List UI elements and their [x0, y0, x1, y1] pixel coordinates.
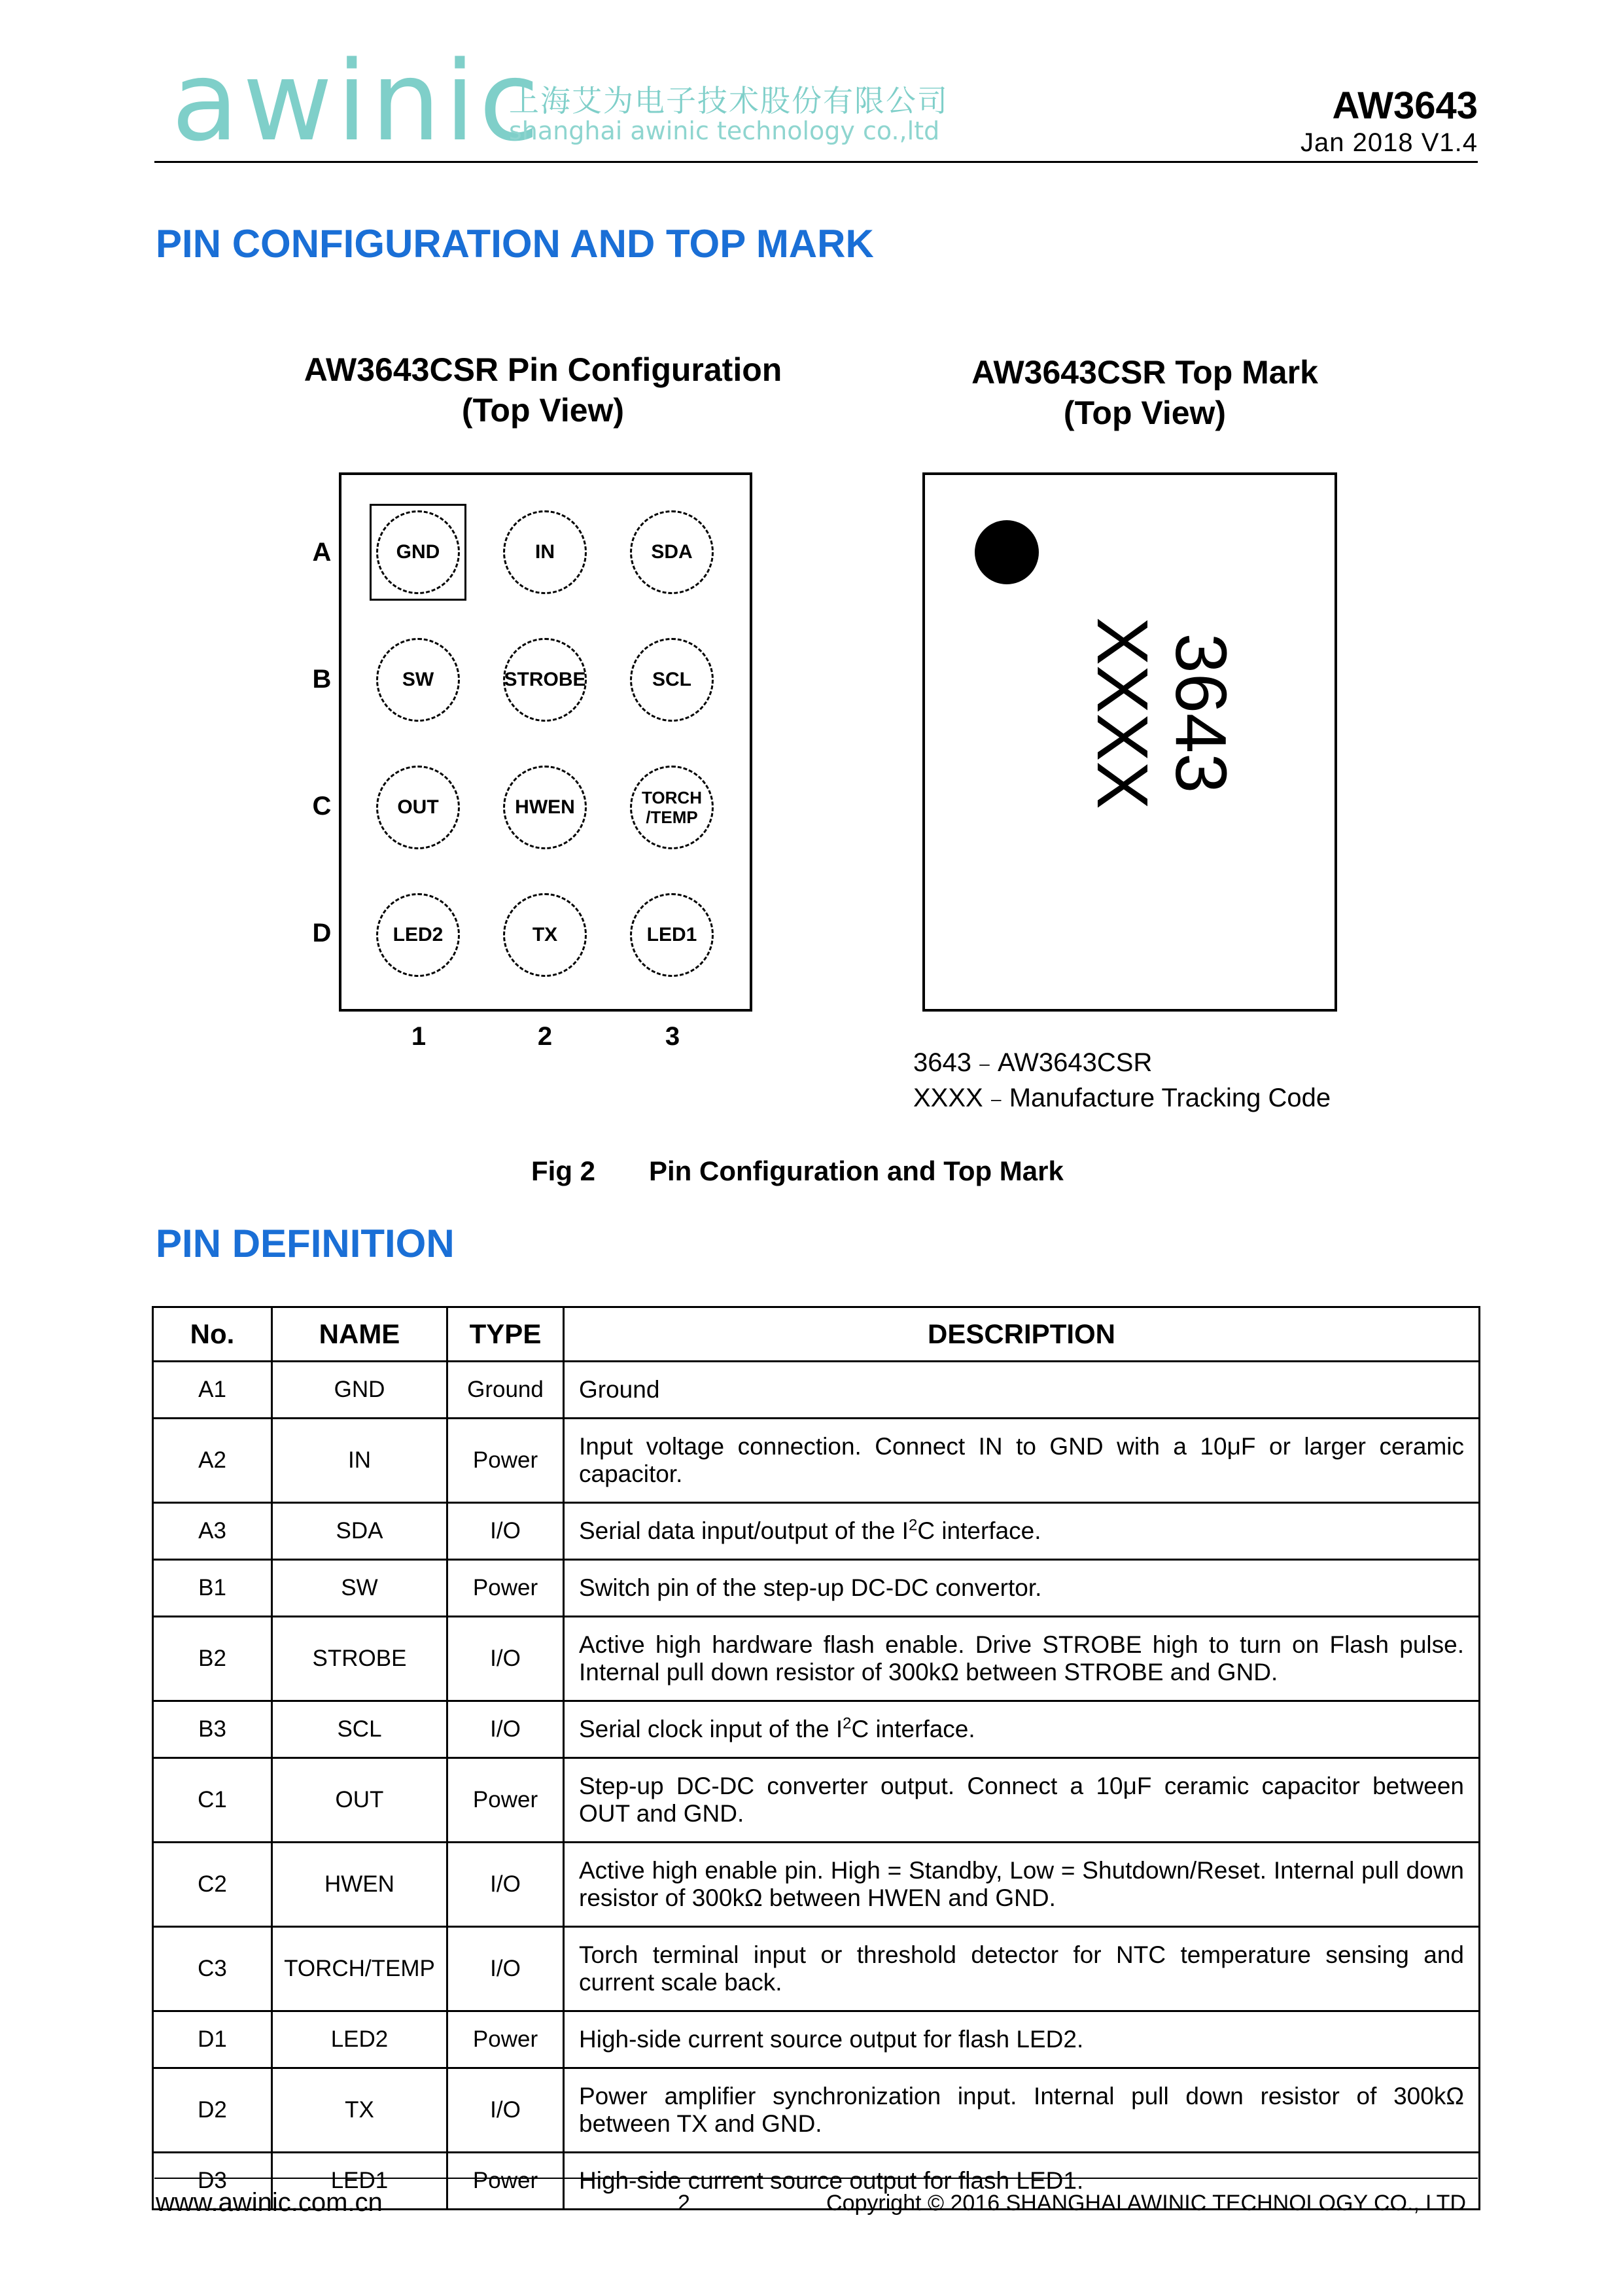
pin-configuration-heading: PIN CONFIGURATION AND TOP MARK [156, 222, 874, 266]
pin-description: Input voltage connection. Connect IN to GND with a 10μF or larger ceramic capacitor. [564, 1419, 1480, 1503]
pin-name: SCL [272, 1701, 447, 1758]
pin-c2-label: HWEN [515, 796, 575, 818]
company-name-english: shanghai awinic technology co.,ltd [509, 116, 940, 145]
table-row [153, 1503, 1480, 1560]
figure-number: Fig 2 [531, 1156, 596, 1186]
top-mark-legend-tracking: XXXX﹣Manufacture Tracking Code [913, 1084, 1331, 1112]
pin-b1 [376, 638, 460, 722]
pin-no: C3 [153, 1927, 272, 2011]
top-mark-text [1070, 617, 1253, 809]
pin-no: B3 [153, 1701, 272, 1758]
pin-configuration-title-line2: (Top View) [461, 392, 625, 429]
pin-type: Power [447, 2011, 564, 2068]
desc-text: Serial clock input of the I [579, 1716, 843, 1742]
pin-name: LED1 [272, 2153, 447, 2210]
pin-type: I/O [447, 1503, 564, 1560]
pin-name: STROBE [272, 1617, 447, 1701]
pin-no: D1 [153, 2011, 272, 2068]
desc-text: C interface. [851, 1716, 975, 1742]
table-row [153, 1560, 1480, 1617]
pin-description [564, 1701, 1480, 1758]
table-row [153, 1843, 1480, 1927]
company-name-chinese: 上海艾为电子技术股份有限公司 [509, 83, 949, 118]
table-header-row [153, 1307, 1480, 1362]
pin-description: Switch pin of the step-up DC-DC convertor. [564, 1560, 1480, 1617]
pin-description [564, 1503, 1480, 1560]
row-label-c: C [312, 792, 332, 821]
footer-website-link[interactable]: www.awinic.com.cn [156, 2188, 383, 2217]
pin-a2-label: IN [535, 541, 555, 563]
desc-text: Serial data input/output of the I [579, 1517, 909, 1544]
pin-type: Power [447, 1419, 564, 1503]
figure-caption [531, 1156, 1064, 1187]
pin-c3-label-line1: TORCH [642, 788, 702, 807]
header-no: No. [153, 1307, 272, 1362]
pin-type: I/O [447, 2068, 564, 2153]
pin-type: Power [447, 2153, 564, 2210]
pin-description: Step-up DC-DC converter output. Connect a 10μF ceramic capacitor between OUT and GND. [564, 1758, 1480, 1843]
figure-caption-text: Pin Configuration and Top Mark [649, 1156, 1064, 1186]
pin-name: SDA [272, 1503, 447, 1560]
footer-copyright: Copyright © 2016 SHANGHAI AWINIC TECHNOLOGY CO., LTD [826, 2191, 1466, 2216]
pin-no: B1 [153, 1560, 272, 1617]
pin1-dot-marker [975, 520, 1039, 584]
pin-a3-label: SDA [651, 541, 693, 563]
pin-no: D2 [153, 2068, 272, 2153]
pin-a2 [503, 510, 587, 594]
pin-description: High-side current source output for flash LED1. [564, 2153, 1480, 2210]
row-label-a: A [312, 538, 332, 567]
pin-type: I/O [447, 1843, 564, 1927]
awinic-logo: awinic [171, 37, 544, 166]
pin-b3-label: SCL [652, 669, 691, 690]
pin-d3 [630, 893, 714, 977]
pin-c3-label-line2: /TEMP [646, 807, 698, 827]
pin-configuration-title [281, 349, 805, 431]
pin-configuration-title-line1: AW3643CSR Pin Configuration [304, 351, 782, 388]
pin-type: I/O [447, 1701, 564, 1758]
pin-c2 [503, 766, 587, 849]
table-row [153, 1362, 1480, 1419]
pin-description: Active high enable pin. High = Standby, Low = Shutdown/Reset. Internal pull down resistor of 300kΩ between HWEN and GND. [564, 1843, 1480, 1927]
header-name: NAME [272, 1307, 447, 1362]
table-row [153, 1701, 1480, 1758]
desc-text: C interface. [917, 1517, 1041, 1544]
header-divider [154, 161, 1478, 163]
pin-name: LED2 [272, 2011, 447, 2068]
desc-superscript: 2 [843, 1714, 852, 1733]
pin-type: Ground [447, 1362, 564, 1419]
header-description: DESCRIPTION [564, 1307, 1480, 1362]
pin-b3 [630, 638, 714, 722]
part-number: AW3643 [1332, 84, 1478, 127]
pin-b2-label: STROBE [504, 669, 586, 690]
pin-d1 [376, 893, 460, 977]
table-row [153, 1927, 1480, 2011]
table-row [153, 2011, 1480, 2068]
row-label-d: D [312, 919, 332, 947]
pin-b1-label: SW [402, 669, 434, 690]
pin-no: C2 [153, 1843, 272, 1927]
pin-name: TX [272, 2068, 447, 2153]
table-row [153, 1617, 1480, 1701]
top-mark-title-line1: AW3643CSR Top Mark [971, 354, 1318, 391]
pin-c1-label: OUT [397, 796, 439, 818]
document-date-version: Jan 2018 V1.4 [1300, 128, 1478, 157]
pin-d2 [503, 893, 587, 977]
pin-a1 [376, 510, 460, 594]
pin-d2-label: TX [532, 924, 558, 945]
pin-description: High-side current source output for flash LED2. [564, 2011, 1480, 2068]
row-label-b: B [312, 665, 332, 694]
pin-name: HWEN [272, 1843, 447, 1927]
desc-superscript: 2 [908, 1516, 918, 1534]
pin-no: A1 [153, 1362, 272, 1419]
pin-no: D3 [153, 2153, 272, 2210]
column-label-2: 2 [537, 1022, 553, 1051]
pin-description: Power amplifier synchronization input. Internal pull down resistor of 300kΩ between TX and GND. [564, 2068, 1480, 2153]
pin-type: I/O [447, 1617, 564, 1701]
pin-no: A3 [153, 1503, 272, 1560]
pin-description: Ground [564, 1362, 1480, 1419]
pin-b2 [503, 638, 587, 722]
pin-type: I/O [447, 1927, 564, 2011]
pin-c1 [376, 766, 460, 849]
pin-type: Power [447, 1560, 564, 1617]
pin-name: OUT [272, 1758, 447, 1843]
column-label-1: 1 [411, 1022, 427, 1051]
top-mark-title [883, 352, 1406, 433]
pin-definition-table [152, 1306, 1480, 2210]
column-label-3: 3 [665, 1022, 680, 1051]
footer-divider [154, 2178, 1478, 2179]
top-mark-line2: XXXX [1082, 617, 1162, 809]
pin-type: Power [447, 1758, 564, 1843]
pin-name: TORCH/TEMP [272, 1927, 447, 2011]
header-type: TYPE [447, 1307, 564, 1362]
pin-d3-label: LED1 [646, 924, 697, 945]
pin-name: GND [272, 1362, 447, 1419]
top-mark-line1: 3643 [1161, 633, 1241, 794]
table-row [153, 1758, 1480, 1843]
pin-name: IN [272, 1419, 447, 1503]
pin-a1-label: GND [396, 541, 440, 563]
pin-c3 [630, 766, 714, 849]
pin-name: SW [272, 1560, 447, 1617]
pin-no: A2 [153, 1419, 272, 1503]
top-mark-legend-part: 3643﹣AW3643CSR [913, 1048, 1153, 1077]
pin-no: C1 [153, 1758, 272, 1843]
pin-definition-heading: PIN DEFINITION [156, 1222, 455, 1265]
pin-a3 [630, 510, 714, 594]
pin-description: Torch terminal input or threshold detector for NTC temperature sensing and current scale back. [564, 1927, 1480, 2011]
top-mark-title-line2: (Top View) [1063, 395, 1227, 431]
page-number: 2 [678, 2191, 690, 2216]
pin-no: B2 [153, 1617, 272, 1701]
table-row [153, 2068, 1480, 2153]
table-row [153, 1419, 1480, 1503]
pin-description: Active high hardware flash enable. Drive STROBE high to turn on Flash pulse. Internal pull down resistor of 300kΩ between STROBE and GND. [564, 1617, 1480, 1701]
pin-d1-label: LED2 [393, 924, 444, 945]
